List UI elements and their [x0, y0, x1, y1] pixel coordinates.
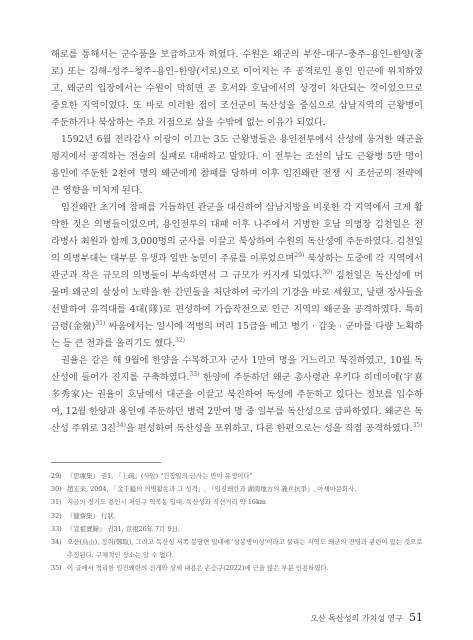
footnote-text	[67, 523, 423, 536]
footnote-source: 이 글에서 정리한 임진왜란의 전개와 상세 내용은 손승구(2022)에 근을 많은 부분 인용하였다.	[67, 564, 329, 573]
paragraph-text: 을 편성하여 독산성을 포위하고, 다른 한편으로는 성을 직접 공격하였다.	[125, 423, 413, 434]
footnote-ref: 35)	[412, 421, 423, 429]
paragraph-text: 1592년 6월 전라감사 이광이 이끄는 3도 근왕병들은 용인전투에서 산성에 웅거한 왜군을 평지에서 공격하는 전술의 실패로 대패하고 말았다. 이 전투는 조선의 남도 근왕병 5만 명이 용인에 주둔한 2천여 명의 왜군에게 참패를 당하며 이후 임진왜란 전쟁 시 조선군의 전략에 큰 영향을 미치게 된다.	[51, 134, 423, 196]
footnote-number: 35)	[51, 564, 62, 573]
paragraph-text: 북상하는 도중에 각 지역에서 관군과 작은 규모의 의병들이 부속하면서 그 규모가 커지게 되었다.	[51, 253, 423, 281]
footnote-ref: 32)	[175, 336, 186, 344]
footnote-ref: 34)	[115, 421, 126, 429]
paragraph-text: 한양에 주둔하던 왜군 총사령관 우키다 히데이에(宇喜多秀家)는 권율이 호남에서 대군을 이끌고 북진하여 독성에 주둔하고 있다는 정보를 입수하여, 12월 한양과 용인에 주둔하던 병력 2만여 명 중 일부를 독산성으로 급파하였다. 왜군은 독산성 주위로 3진	[51, 372, 424, 434]
footnote	[51, 562, 423, 575]
footnote-number: 33)	[51, 524, 62, 533]
paragraph-text: 임진왜란 초기에 참패를 거듭하던 관군을 대신하여 삼남지방을 비롯한 각 지역에서 크게 활약한 것은 의병들이었으며, 용인전투의 대패 이후 나주에서 거병한 호남 의병장 김천일은 전라병사 최원과 함께 3,000명의 군사를 이끌고 북상하여 수원의 독산성에 주둔하였다. 김천일의 의병부대는 대부분 유생과 일반 농민이 주류를 이루었으며	[51, 202, 423, 264]
footnote-ref: 30)	[322, 268, 333, 276]
running-title: 오산 독산성의 가치성 연구	[310, 614, 403, 623]
paragraph-text: 싸움에서는 일시에 적병의 머리 15급을 베고 병기 · 갑옷 · 군마를 다량 노획하는 등 큰 전과를 올리기도 했다.	[51, 321, 423, 349]
footnote-text	[67, 470, 423, 483]
footnote-source: 『宣祖實錄』 권31, 宣祖26年 7月 9日.	[67, 524, 181, 533]
footnote-source: 지금의 경기도 용인시 처인구 역북동 일대. 독산성과 직선거리 약 16km	[67, 498, 266, 507]
footnote-ref: 33)	[189, 370, 200, 378]
footnote-text	[67, 562, 423, 575]
body-text	[51, 46, 423, 437]
footnote-divider	[51, 462, 161, 463]
footnote	[51, 510, 423, 523]
footnote	[51, 470, 423, 483]
footnote-number: 31)	[51, 498, 62, 507]
footnote	[51, 483, 423, 496]
paragraph-text: 권율은 같은 해 9월에 한양을 수복하고자 군사 1만여 명을 거느리고 북진하였고, 10월 독산성에 들어가 진지를 구축하였다.	[51, 355, 423, 383]
footnote-source: 『思庵集』 권1, 「上疏」(사암)	[67, 472, 159, 480]
footnote-source: 趙宏来, 2004, 「金千鎰의 의병활동과 그 성격」, 『임진왜란과 湖南地方의 義兵抗爭』, 아세아문화사.	[67, 485, 357, 494]
footnote	[51, 536, 423, 562]
footnote-quote: "건장일의 군사는 반이 유생이다"	[158, 472, 253, 480]
paragraph	[51, 131, 423, 199]
footnote-text	[67, 510, 423, 523]
footnote-number: 34)	[51, 538, 62, 547]
footnote-text	[67, 496, 423, 509]
paragraph	[51, 46, 423, 131]
paragraph-text: 김천일은 독산성에 머물며 왜군의 살상이 노략을 한 간민들을 처단하여 국가의 기강을 바로 세웠고, 날랜 장사들을 선발하여 유격대를 4대(隊)로 편성하여 가습작전으로 인근 지역의 왜군을 공격하였다. 특히 금령(金嶺)	[51, 270, 423, 332]
page-number: 51	[409, 611, 423, 624]
footnote	[51, 523, 423, 536]
footnote-text	[67, 483, 423, 496]
footnote-number: 30)	[51, 485, 62, 494]
paragraph-text: 해로를 통해서는 군수품을 보급하고자 하였다. 수원은 왜군의 부산–대구–충주–용인–한양(중로) 또는 김해–성주–청주–용인–한양(서로)으로 이어지는 주 공격로인 용인 인근에 위치하였고, 왜군의 입장에서는 수원이 막히면 곧 호서와 호남에서의 상경이 차단되는 것이었으므로 중요한 지역이었다. 또 바로 이러한 점이 조선군이 독산성을 중심으로 삼남지역의 근왕병이 주둔하거나 북상하는 주요 거점으로 삼을 수밖에 없는 이유가 되었다.	[51, 49, 423, 128]
footnote-ref: 31)	[95, 319, 106, 327]
footnote-source: 『健齋集』 行狀.	[67, 511, 116, 520]
footnote-number: 29)	[51, 472, 62, 480]
paragraph	[51, 199, 423, 352]
footnotes	[51, 470, 423, 576]
footnote	[51, 496, 423, 509]
footnote-text	[67, 536, 423, 562]
paragraph	[51, 352, 423, 437]
footnote-source: 오산(烏山), 정취(鄭取), 그리고 독산성 서쪽 봉담면 일대에 '삼봉병이싱'이라고 불리는 지역도 왜군의 진영과 관련이 있는 것으로 추정된다. 구체적인 장소는 알 수 없다.	[67, 538, 423, 560]
footnote-ref: 29)	[294, 251, 305, 259]
running-footer	[310, 611, 423, 624]
footnote-number: 32)	[51, 511, 62, 520]
